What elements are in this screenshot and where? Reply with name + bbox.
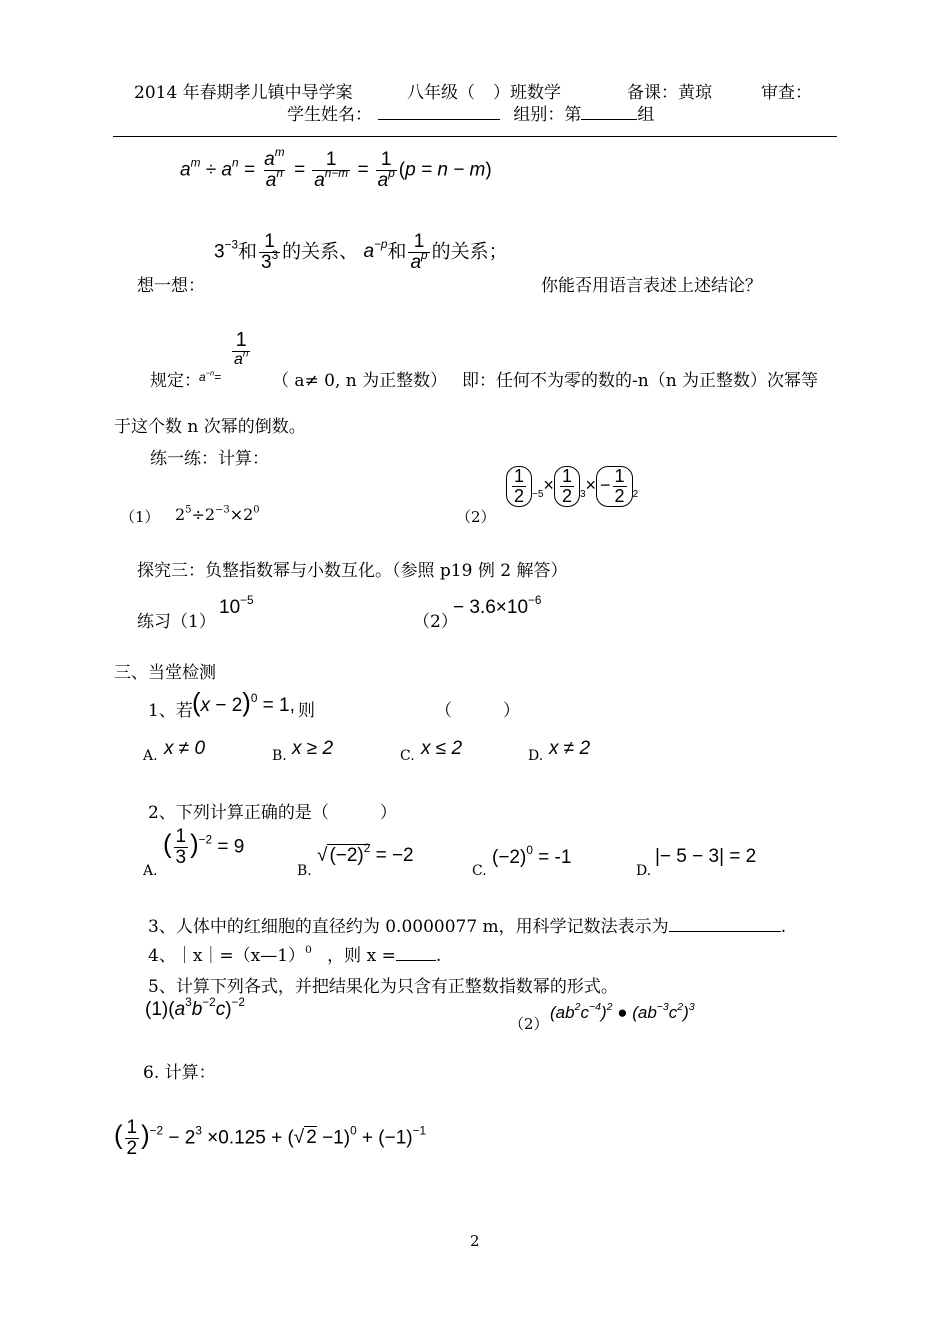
exercise-1-expr: $10^{-5}$: [219, 594, 254, 618]
q1-answer-paren[interactable]: （ ）: [435, 701, 520, 721]
q3-question: [148, 912, 786, 937]
explore-three: 探究三：负整指数幂与小数互化。（参照 p19 例 2 解答）: [137, 561, 568, 581]
rule-text-1: 即：任何不为零的数的-n（n 为正整数）次幂等: [462, 371, 819, 391]
q1-option-c[interactable]: x ≤ 2: [421, 738, 463, 759]
q1-prefix: 1、若: [148, 701, 193, 721]
rule-text-2: 于这个数 n 次幂的倒数。: [114, 417, 306, 437]
q4-ask: ，则 x =: [327, 946, 396, 966]
q6-label: 6. 计算：: [143, 1063, 216, 1083]
q2-option-b[interactable]: √ $(-2)^2 = -2$: [317, 842, 414, 866]
exercise-2-label: （2）: [413, 612, 458, 632]
q1-suffix: 则: [298, 701, 315, 721]
q1-option-b[interactable]: x ≥ 2: [292, 738, 334, 759]
rule-condition: （ a≠ 0, n 为正整数）: [272, 371, 448, 391]
group-number-blank[interactable]: [581, 105, 637, 120]
q2-option-d-label: D.: [636, 863, 652, 879]
header-divider: [113, 136, 837, 137]
header-school: 2014 年春期孝儿镇中导学案: [134, 83, 353, 103]
q2-option-b-label: B.: [297, 863, 312, 879]
think-question: 你能否用语言表述上述结论？: [541, 276, 762, 296]
practice-1-label: （1）: [120, 508, 160, 526]
q3-text: 3、人体中的红细胞的直径约为 0.0000077 m，用科学记数法表示为: [148, 917, 669, 937]
q4-question: 4、｜x｜=（x—1）$^0$ ，则 x = .: [148, 944, 442, 966]
header-preparer: 备课：黄琼: [627, 83, 712, 103]
practice-1-expr: $2^5\div 2^{-3}\times 2^0$: [175, 504, 260, 524]
practice-2-label: （2）: [456, 508, 496, 526]
q5-question: 5、计算下列各式，并把结果化为只含有正整数指数幂的形式。: [148, 977, 618, 997]
q2-option-a[interactable]: ( $\frac{1}{3}$ )$^{-2}$ = 9: [163, 826, 245, 868]
think-label: 想一想：: [137, 276, 205, 296]
q2-option-c-label: C.: [472, 863, 487, 879]
q1-condition: $(x - 2)^0 = 1$,: [192, 689, 295, 717]
q6-expression: ( $\frac{1}{2}$ )$^{-2} - 2^3 \times 0.125$ + (√ $2 -1)^0 + (-1)^{-1}$: [114, 1117, 427, 1159]
q2-option-a-label: A.: [143, 863, 158, 879]
rule-label: 规定：: [150, 371, 201, 391]
q3-end: .: [780, 917, 787, 937]
header-group-suffix: 组: [637, 105, 655, 125]
q1-option-d[interactable]: x ≠ 2: [549, 738, 591, 759]
q4-equation: 4、｜x｜=（x—1）: [148, 946, 306, 966]
q1-option-a-label: A.: [143, 748, 158, 764]
q5-part2-label: （2）: [509, 1015, 549, 1033]
exercise-2-expr: − $3.6\times 10^{-6}$: [453, 594, 542, 618]
q4-end: .: [435, 946, 442, 966]
practice-2-expr: $\frac{1}{2}$ $_{-5}$× $\frac{1}{2}$ $_3$× − $\frac{1}{2}$ $_2$: [506, 466, 638, 507]
q2-option-c[interactable]: $(-2)^0 = -1$: [492, 844, 572, 868]
division-formula: $a^m \div a^n$ = $\frac{a^m}{a^n}$ = $\frac{1}{a^{n-m}}$ = $\frac{1}{a^p}$ (p = n − m): [180, 146, 492, 191]
q3-answer-blank[interactable]: [669, 917, 781, 932]
q1-option-a[interactable]: x ≠ 0: [164, 738, 206, 759]
q2-question: 2、下列计算正确的是（ ）: [148, 803, 397, 823]
section-three-title: 三、当堂检测: [114, 663, 216, 683]
header-student-name-label: 学生姓名：: [287, 105, 372, 125]
q5-part2-expr: $(ab^2c^{-4})^2$ ● $(ab^{-3}c^2)^3$: [550, 1001, 695, 1022]
exercise-label: 练习（1）: [137, 612, 216, 632]
q1-option-d-label: D.: [528, 748, 544, 764]
student-name-blank[interactable]: [378, 105, 500, 120]
page-number: 2: [470, 1232, 480, 1250]
header-group-label: 组别：第: [513, 105, 582, 125]
q4-answer-blank[interactable]: [396, 946, 436, 961]
header-grade: 八年级（: [407, 83, 475, 103]
q1-option-b-label: B.: [272, 748, 287, 764]
q1-option-c-label: C.: [400, 748, 415, 764]
header-reviewer: 审查：: [761, 83, 812, 103]
think-relation: $3^{-3}$和 $\frac{1}{3^3}$ 的关系、 $a^{-p}$和 $\frac{1}{a^p}$ 的关系；: [214, 231, 508, 273]
header-class: ）班数学: [493, 83, 561, 103]
q5-part1-expr: $(1)(a^3b^{-2}c)^{-2}$: [145, 996, 245, 1020]
q2-option-d[interactable]: |− 5 − 3| = 2: [655, 846, 757, 867]
practice-label: 练一练：计算：: [150, 449, 269, 469]
